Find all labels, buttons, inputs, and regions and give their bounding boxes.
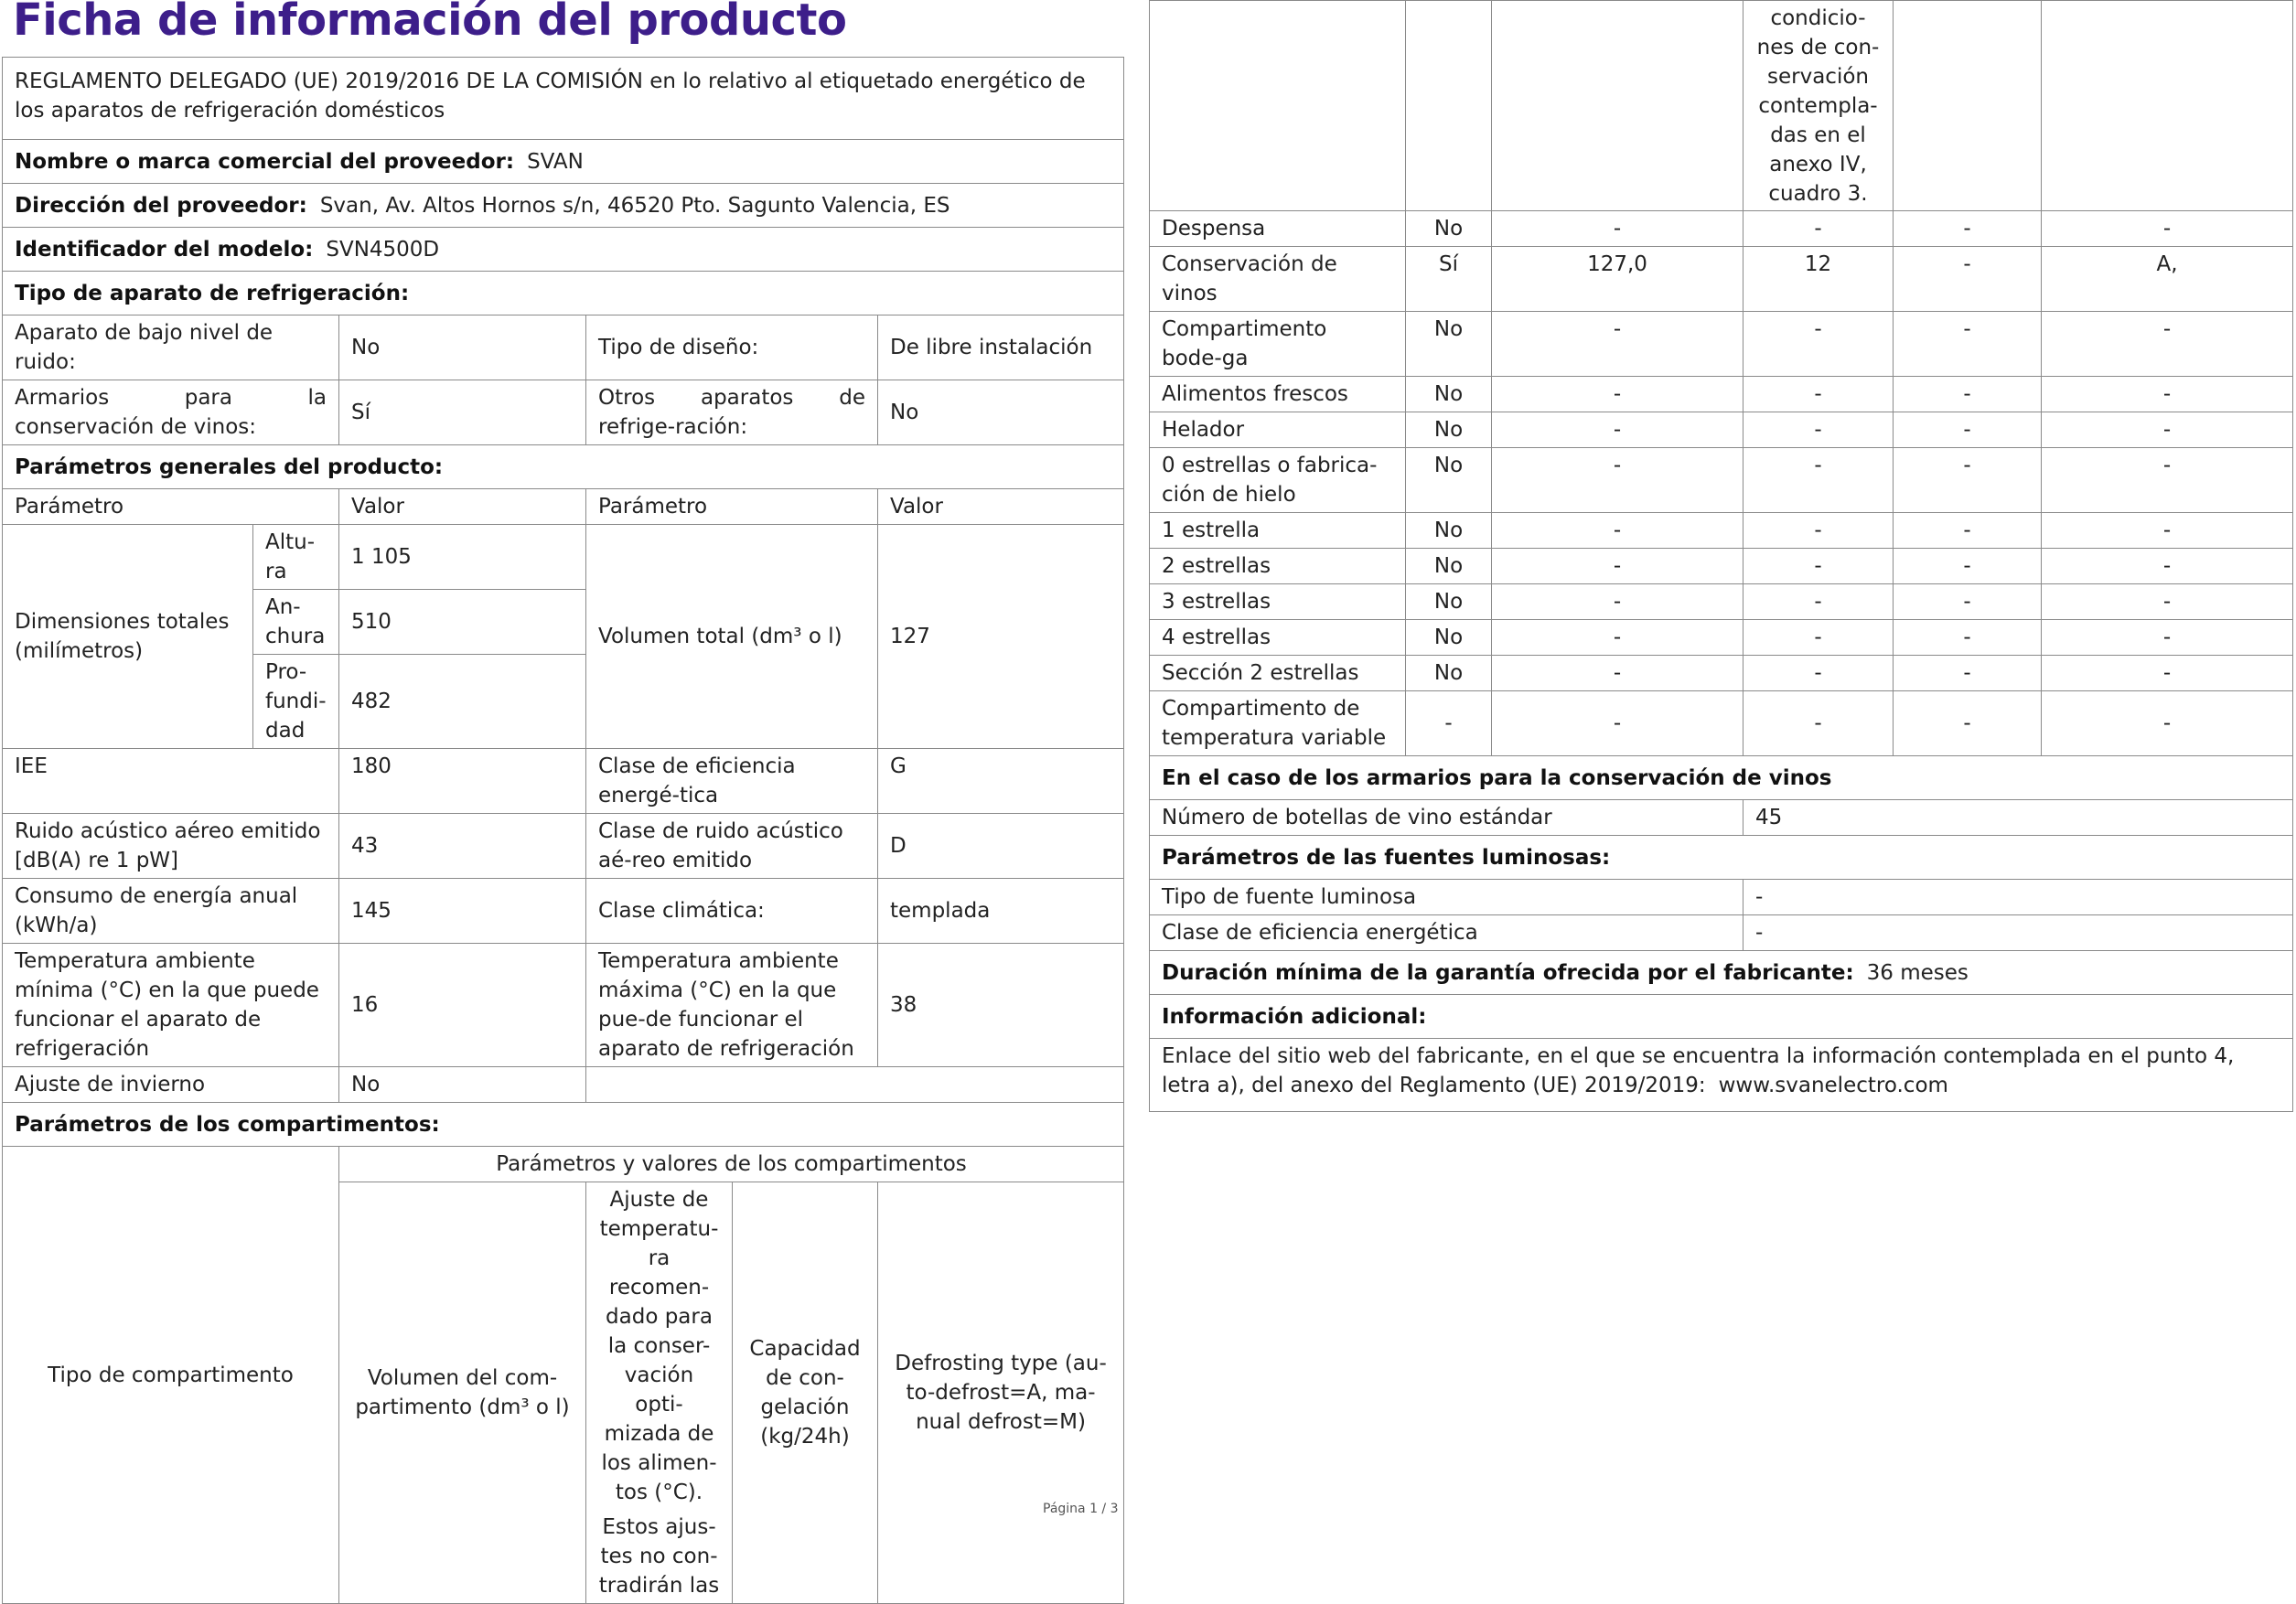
recommended-temp-text: Ajuste de temperatu-ra recomen-dado para la conser-vación opti-mizada de los alimen-tos (°C). [599, 1188, 719, 1504]
compartment-temp: - [1743, 377, 1894, 412]
compartment-name: Compartimento de temperatura variable [1150, 691, 1406, 756]
compartment-name: 3 estrellas [1150, 584, 1406, 620]
compartment-defrost: - [2042, 656, 2293, 691]
compartment-freezing: - [1894, 412, 2042, 448]
compartment-defrost: - [2042, 448, 2293, 513]
compartment-present: No [1406, 656, 1492, 691]
compartment-defrost: - [2042, 620, 2293, 656]
max-temp-label: Temperatura ambiente máxima (°C) en la que pue-de funcionar el aparato de refrigeración [586, 944, 878, 1067]
compartment-row [1150, 211, 2293, 247]
design-type-label: Tipo de diseño: [586, 315, 878, 380]
compartment-freezing: - [1894, 691, 2042, 756]
supplier-address-row [3, 184, 1124, 228]
winter-setting-label: Ajuste de invierno [3, 1067, 339, 1103]
compartment-row [1150, 247, 2293, 312]
compartment-name: Despensa [1150, 211, 1406, 247]
compartment-name: 1 estrella [1150, 513, 1406, 549]
compartment-row [1150, 620, 2293, 656]
page-title: Ficha de información del producto [13, 0, 847, 46]
low-noise-label: Aparato de bajo nivel de ruido: [3, 315, 339, 380]
compartment-volume: - [1492, 584, 1743, 620]
right-info-table [1149, 0, 2293, 1112]
col-value-header: Valor [339, 489, 586, 525]
compartment-temp: - [1743, 549, 1894, 584]
page-number: Página 1 / 3 [1043, 1502, 1119, 1516]
appliance-type-heading: Tipo de aparato de refrigeración: [3, 272, 1124, 315]
compartment-row [1150, 312, 2293, 377]
compartment-params-header: Parámetros y valores de los compartimentos [339, 1147, 1124, 1182]
compartments-heading: Parámetros de los compartimentos: [3, 1103, 1124, 1147]
min-temp-value: 16 [339, 944, 586, 1067]
manufacturer-website-link[interactable]: www.svanelectro.com [1718, 1074, 1948, 1097]
compartment-freezing: - [1894, 584, 2042, 620]
compartment-present: Sí [1406, 247, 1492, 312]
compartment-present: - [1406, 691, 1492, 756]
compartment-volume: - [1492, 448, 1743, 513]
other-appliance-value: No [878, 380, 1124, 445]
other-appliance-label: Otros aparatos de refrige-ración: [586, 380, 878, 445]
compartment-volume: - [1492, 211, 1743, 247]
noise-value: 43 [339, 814, 586, 879]
compartment-temp: - [1743, 620, 1894, 656]
defrost-type-header: Defrosting type (au-to-defrost=A, ma-nual defrost=M) [878, 1182, 1124, 1604]
light-class-value: - [1743, 915, 2293, 951]
compartment-rows [1150, 211, 2293, 756]
energy-consumption-label: Consumo de energía anual (kWh/a) [3, 879, 339, 944]
compartment-present: No [1406, 377, 1492, 412]
regulation-text: REGLAMENTO DELEGADO (UE) 2019/2016 DE LA COMISIÓN en lo relativo al etiquetado energético de los aparatos de refrigeración domésticos [3, 58, 1124, 140]
compartment-defrost: - [2042, 584, 2293, 620]
compartment-name: 0 estrellas o fabrica-ción de hielo [1150, 448, 1406, 513]
general-params-heading: Parámetros generales del producto: [3, 445, 1124, 489]
supplier-address-value: Svan, Av. Altos Hornos s/n, 46520 Pto. Sagunto Valencia, ES [319, 193, 950, 218]
wine-bottles-label: Número de botellas de vino estándar [1150, 800, 1743, 836]
supplier-name-label: Nombre o marca comercial del proveedor: [15, 149, 515, 174]
compartment-freezing: - [1894, 656, 2042, 691]
compartment-volume: 127,0 [1492, 247, 1743, 312]
compartment-freezing: - [1894, 247, 2042, 312]
height-label: Altu-ra [253, 525, 339, 590]
recommended-temp-note: Estos ajus-tes no con-tradirán las [598, 1515, 720, 1598]
compartment-row [1150, 691, 2293, 756]
compartment-defrost: - [2042, 549, 2293, 584]
winter-setting-value: No [339, 1067, 586, 1103]
compartment-present: No [1406, 584, 1492, 620]
compartment-volume: - [1492, 513, 1743, 549]
compartment-temp: - [1743, 513, 1894, 549]
supplier-address-label: Dirección del proveedor: [15, 193, 307, 218]
max-temp-value: 38 [878, 944, 1124, 1067]
light-class-label: Clase de eficiencia energética [1150, 915, 1743, 951]
compartment-present: No [1406, 412, 1492, 448]
climate-class-label: Clase climática: [586, 879, 878, 944]
light-type-value: - [1743, 880, 2293, 915]
compartment-temp: - [1743, 211, 1894, 247]
supplier-name-row [3, 140, 1124, 184]
compartment-present: No [1406, 211, 1492, 247]
compartment-present: No [1406, 448, 1492, 513]
compartment-volume-header: Volumen del com-partimento (dm³ o l) [339, 1182, 586, 1604]
compartment-defrost: - [2042, 377, 2293, 412]
width-value: 510 [339, 590, 586, 655]
compartment-freezing: - [1894, 377, 2042, 412]
compartment-type-header: Tipo de compartimento [3, 1147, 339, 1604]
compartment-temp: - [1743, 691, 1894, 756]
noise-label: Ruido acústico aéreo emitido [dB(A) re 1 pW] [3, 814, 339, 879]
compartment-volume: - [1492, 656, 1743, 691]
compartment-freezing: - [1894, 549, 2042, 584]
recommended-temp-header [586, 1182, 733, 1604]
col-param-header-2: Parámetro [586, 489, 878, 525]
wine-bottles-value: 45 [1743, 800, 2293, 836]
compartment-row [1150, 656, 2293, 691]
energy-class-value: G [878, 749, 1124, 814]
compartment-temp: - [1743, 584, 1894, 620]
compartment-present: No [1406, 549, 1492, 584]
lighting-heading: Parámetros de las fuentes luminosas: [1150, 836, 2293, 880]
compartment-header-continued [1150, 1, 1406, 211]
col-param-header: Parámetro [3, 489, 339, 525]
model-value: SVN4500D [326, 237, 440, 262]
low-noise-value: No [339, 315, 586, 380]
compartment-freezing: - [1894, 513, 2042, 549]
compartment-name: Sección 2 estrellas [1150, 656, 1406, 691]
compartment-row [1150, 377, 2293, 412]
compartment-present: No [1406, 620, 1492, 656]
wine-cabinet-value: Sí [339, 380, 586, 445]
noise-class-label: Clase de ruido acústico aé-reo emitido [586, 814, 878, 879]
compartment-present: No [1406, 312, 1492, 377]
additional-info-heading: Información adicional: [1150, 995, 2293, 1039]
compartment-freezing: - [1894, 211, 2042, 247]
compartment-row [1150, 549, 2293, 584]
compartment-row [1150, 448, 2293, 513]
compartment-name: 4 estrellas [1150, 620, 1406, 656]
total-volume-label: Volumen total (dm³ o l) [586, 525, 878, 749]
compartment-defrost: - [2042, 691, 2293, 756]
recommended-temp-header-continued: condicio-nes de con-servación contempla-das en el anexo IV, cuadro 3. [1743, 1, 1894, 211]
light-type-label: Tipo de fuente luminosa [1150, 880, 1743, 915]
warranty-row [1150, 951, 2293, 995]
width-label: An-chura [253, 590, 339, 655]
climate-class-value: templada [878, 879, 1124, 944]
compartment-name: Conservación de vinos [1150, 247, 1406, 312]
compartment-defrost: - [2042, 312, 2293, 377]
compartment-volume: - [1492, 549, 1743, 584]
compartment-header-continued-5 [1894, 1, 2042, 211]
col-value-header-2: Valor [878, 489, 1124, 525]
compartment-row [1150, 584, 2293, 620]
compartment-freezing: - [1894, 312, 2042, 377]
left-info-table [2, 57, 1124, 1604]
compartment-defrost: - [2042, 412, 2293, 448]
model-label: Identificador del modelo: [15, 237, 314, 262]
compartment-header-continued-3 [1492, 1, 1743, 211]
compartment-temp: - [1743, 448, 1894, 513]
compartment-volume: - [1492, 412, 1743, 448]
compartment-defrost: - [2042, 513, 2293, 549]
compartment-freezing: - [1894, 448, 2042, 513]
compartment-defrost: - [2042, 211, 2293, 247]
compartment-freezing: - [1894, 620, 2042, 656]
wine-heading: En el caso de los armarios para la conservación de vinos [1150, 756, 2293, 800]
compartment-temp: 12 [1743, 247, 1894, 312]
wine-cabinet-label: Armarios para la conservación de vinos: [3, 380, 339, 445]
compartment-volume: - [1492, 312, 1743, 377]
compartment-volume: - [1492, 377, 1743, 412]
energy-class-label: Clase de eficiencia energé-tica [586, 749, 878, 814]
height-value: 1 105 [339, 525, 586, 590]
energy-consumption-value: 145 [339, 879, 586, 944]
depth-label: Pro-fundi-dad [253, 655, 339, 749]
model-row [3, 228, 1124, 272]
warranty-value: 36 meses [1866, 960, 1969, 985]
warranty-label: Duración mínima de la garantía ofrecida por el fabricante: [1162, 960, 1854, 985]
compartment-defrost: A, [2042, 247, 2293, 312]
compartment-name: Compartimento bode-ga [1150, 312, 1406, 377]
eei-value: 180 [339, 749, 586, 814]
compartment-header-continued-6 [2042, 1, 2293, 211]
empty-cell [586, 1067, 1124, 1103]
compartment-volume: - [1492, 620, 1743, 656]
compartment-temp: - [1743, 656, 1894, 691]
compartment-name: Alimentos frescos [1150, 377, 1406, 412]
total-volume-value: 127 [878, 525, 1124, 749]
compartment-header-continued-2 [1406, 1, 1492, 211]
compartment-temp: - [1743, 412, 1894, 448]
compartment-row [1150, 513, 2293, 549]
compartment-name: Helador [1150, 412, 1406, 448]
freezing-capacity-header: Capacidad de con-gelación (kg/24h) [733, 1182, 878, 1604]
additional-info-row [1150, 1039, 2293, 1112]
compartment-present: No [1406, 513, 1492, 549]
compartment-temp: - [1743, 312, 1894, 377]
compartment-name: 2 estrellas [1150, 549, 1406, 584]
compartment-row [1150, 412, 2293, 448]
design-type-value: De libre instalación [878, 315, 1124, 380]
additional-info-text: Enlace del sitio web del fabricante, en el que se encuentra la información contemplada en el punto 4, letra a), del anexo del Reglamento (UE) 2019/2019: [1162, 1044, 2235, 1097]
min-temp-label: Temperatura ambiente mínima (°C) en la que puede funcionar el aparato de refrigeración [3, 944, 339, 1067]
noise-class-value: D [878, 814, 1124, 879]
compartment-volume: - [1492, 691, 1743, 756]
eei-label: IEE [3, 749, 339, 814]
supplier-name-value: SVAN [527, 149, 584, 174]
dimensions-label: Dimensiones totales (milímetros) [3, 525, 253, 749]
depth-value: 482 [339, 655, 586, 749]
